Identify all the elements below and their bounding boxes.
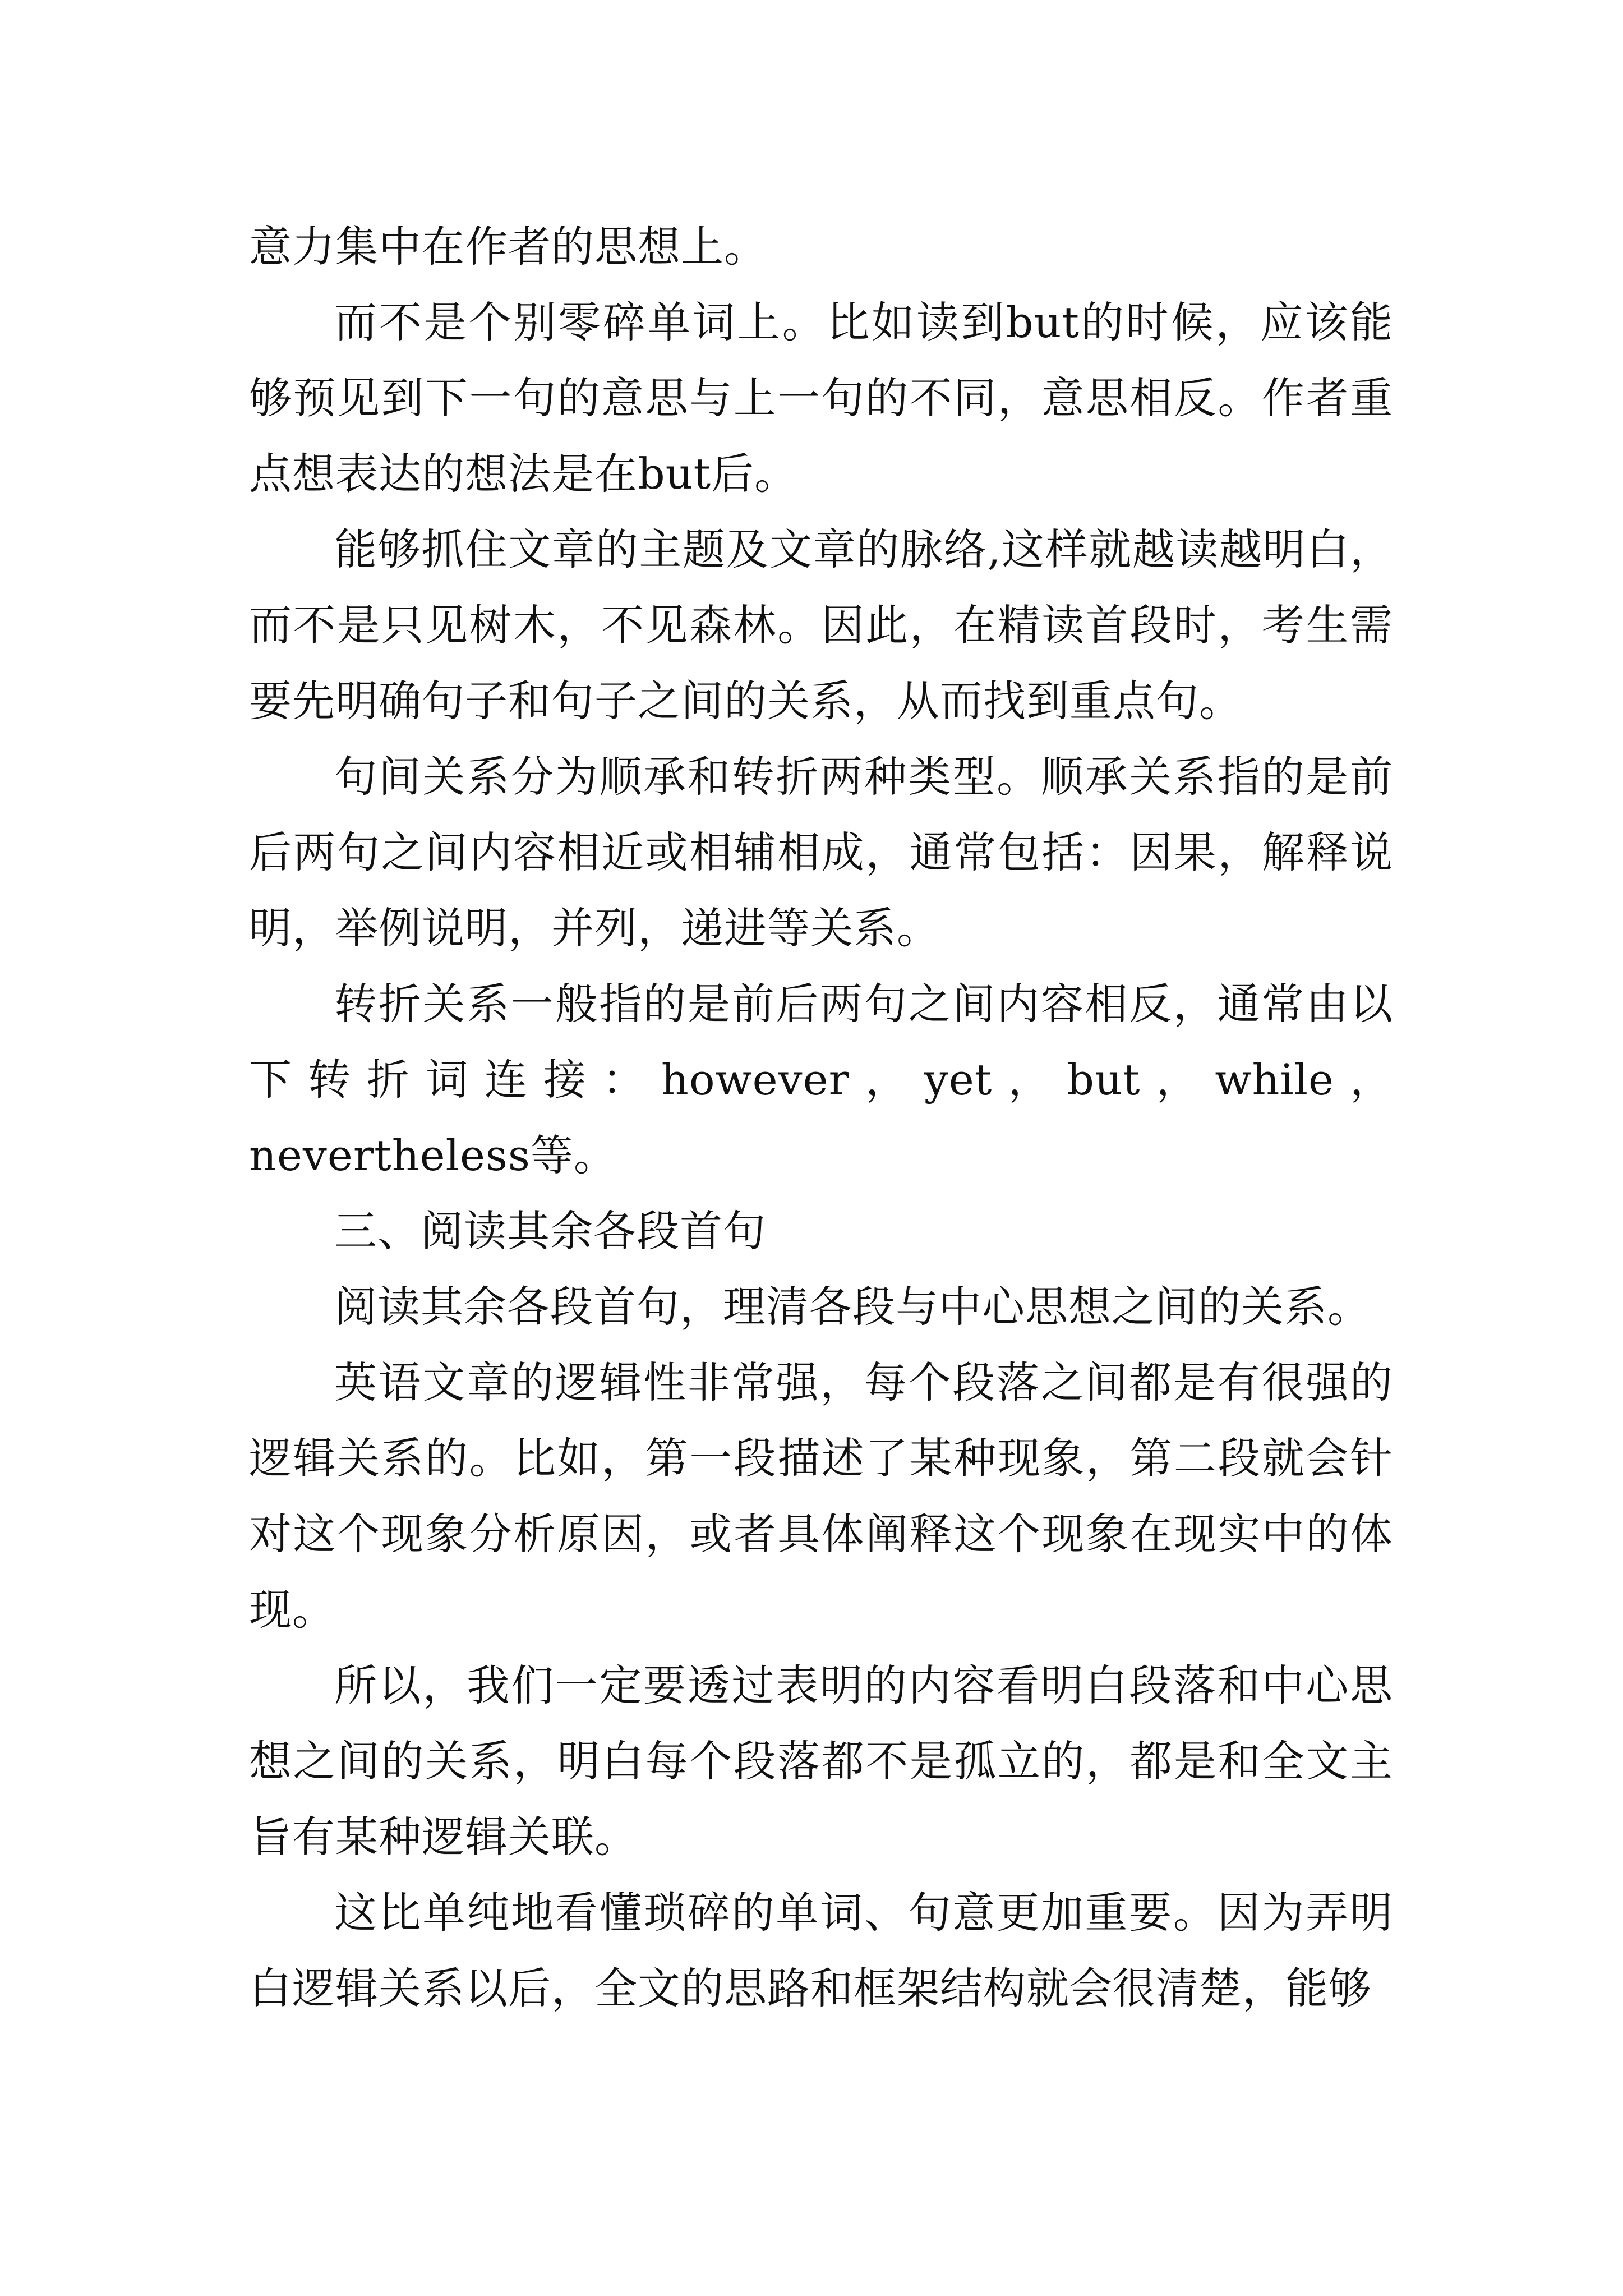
- section-heading: 三、阅读其余各段首句: [334, 1206, 766, 1256]
- paragraph-8: 所以，我们一定要透过表明的内容看明白段落和中心思想之间的关系，明白每个段落都不是孤立的，都是和全文主旨有某种逻辑关联。: [249, 1660, 1393, 1862]
- paragraph-5: 转折关系一般指的是前后两句之间内容相反，通常由以下转折词连接：however，yet，but，while，nevertheless等。: [249, 979, 1393, 1180]
- paragraph-9: 这比单纯地看懂琐碎的单词、句意更加重要。因为弄明白逻辑关系以后，全文的思路和框架结构就会很清楚，能够: [249, 1888, 1393, 2013]
- paragraph-2: 而不是个别零碎单词上。比如读到but的时候，应该能够预见到下一句的意思与上一句的不同，意思相反。作者重点想表达的想法是在but后。: [249, 297, 1393, 499]
- paragraph-6: 阅读其余各段首句，理清各段与中心思想之间的关系。: [334, 1282, 1371, 1332]
- paragraph-7: 英语文章的逻辑性非常强，每个段落之间都是有很强的逻辑关系的。比如，第一段描述了某种现象，第二段就会针对这个现象分析原因，或者具体阐释这个现象在现实中的体现。: [249, 1358, 1393, 1635]
- body-text: [249, 209, 1393, 2026]
- paragraph-4: 句间关系分为顺承和转折两种类型。顺承关系指的是前后两句之间内容相近或相辅相成，通常包括：因果，解释说明，举例说明，并列，递进等关系。: [249, 752, 1393, 953]
- paragraph-3: 能够抓住文章的主题及文章的脉络,这样就越读越明白，而不是只见树木，不见森林。因此，在精读首段时，考生需要先明确句子和句子之间的关系，从而找到重点句。: [249, 524, 1393, 726]
- paragraph-1: 意力集中在作者的思想上。: [249, 222, 767, 272]
